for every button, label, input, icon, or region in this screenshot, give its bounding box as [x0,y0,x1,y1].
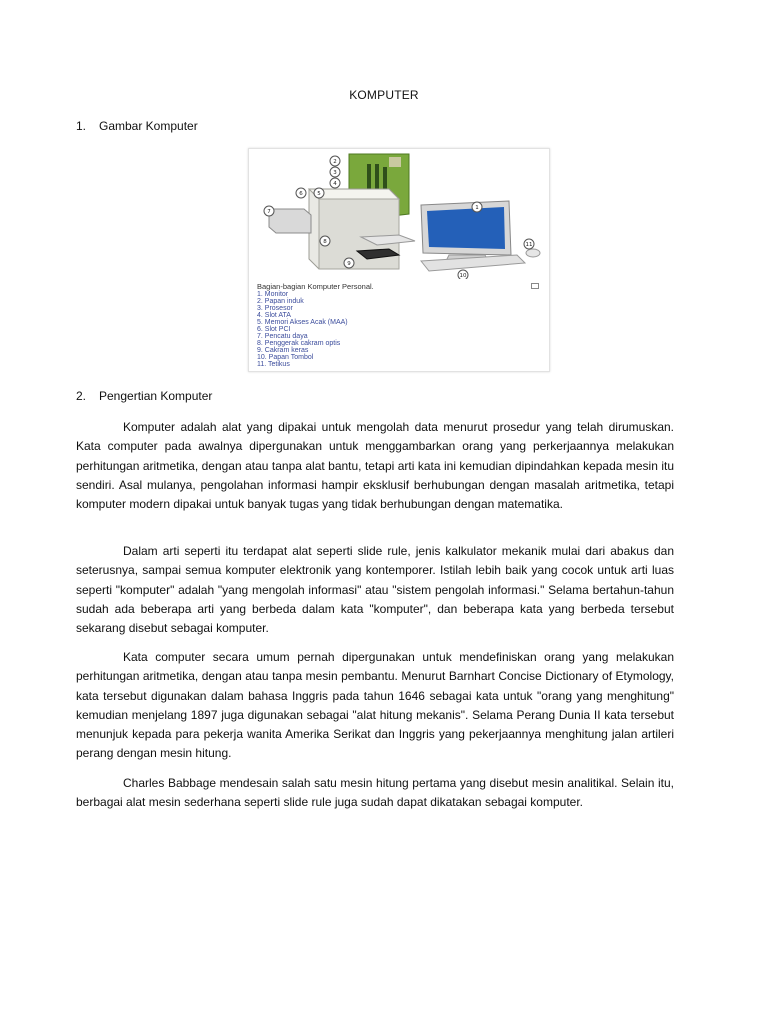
document-title: KOMPUTER [349,88,419,102]
paragraph-text: Charles Babbage mendesain salah satu mesin hitung pertama yang disebut mesin analitikal. Selain itu, berbagai alat mesin sederhana seperti slide rule juga sudah dapat dikatakan sebagai komputer. [76,776,674,810]
callout-3 [330,167,340,177]
svg-text:5: 5 [317,191,321,197]
caption-title: Bagian-bagian Komputer Personal. [257,282,374,291]
caption-item[interactable]: 9. Cakram keras [257,347,309,354]
caption-item[interactable]: 7. Pencatu daya [257,333,308,340]
svg-text:7: 7 [267,209,271,215]
caption-item[interactable]: 3. Prosesor [257,305,293,312]
callout-9 [344,258,354,268]
caption-item[interactable]: 2. Papan induk [257,298,304,305]
svg-text:9: 9 [347,261,351,267]
paragraph-text: Dalam arti seperti itu terdapat alat seperti slide rule, jenis kalkulator mekanik mulai dari abakus dan seterusnya, sampai semua komputer elektronik yang kontemporer. Istilah lebih baik yang cocok untuk arti luas seperti "komputer" adalah "yang mengolah informasi" atau "sistem pengolah informasi." Selama bertahun-tahun sudah ada beberapa arti yang berbeda dalam kata "komputer", dan beberapa kata yang berbeda tersebut sekarang disebut sebagai komputer. [76,544,674,636]
enlarge-icon[interactable] [531,283,539,289]
paragraph-3 [76,648,674,764]
callout-8 [320,236,330,246]
caption-item[interactable]: 1. Monitor [257,291,289,298]
caption-item[interactable]: 8. Penggerak cakram optis [257,340,341,347]
callout-7 [264,206,274,216]
section-title: Gambar Komputer [99,119,198,133]
svg-text:6: 6 [299,191,303,197]
svg-text:11: 11 [525,242,533,248]
caption-item[interactable]: 11. Tetikus [257,361,290,368]
callout-6 [296,188,306,198]
mouse-shape [526,249,540,257]
section-number: 1. [76,119,87,133]
caption-item[interactable]: 6. Slot PCI [257,326,291,333]
svg-text:2: 2 [333,159,337,165]
callout-10 [458,270,468,279]
keyboard-shape [421,255,525,271]
callout-5 [314,188,324,198]
computer-parts-figure [248,148,550,372]
section-heading-pengertian [76,389,212,403]
caption-item[interactable]: 4. Slot ATA [257,312,291,319]
callout-1 [472,202,482,212]
paragraph-text: Kata computer secara umum pernah dipergunakan untuk mendefiniskan orang yang melakukan perhitungan aritmetika, dengan atau tanpa mesin pembantu. Menurut Barnhart Concise Dictionary of Etymology, kata tersebut digunakan dalam bahasa Inggris pada tahun 1646 sebagai kata untuk "orang yang menghitung" kemudian menjelang 1897 juga digunakan sebagai "alat hitung mekanis". Selama Perang Dunia II kata tersebut menunjuk kepada para pekerja wanita Amerika Serikat dan Inggris yang pekerjaannya menghitung jalan artileri perang dengan mesin hitung. [76,650,674,761]
caption-item[interactable]: 10. Papan Tombol [257,354,314,361]
figure-caption [257,283,541,368]
svg-text:10: 10 [459,273,467,279]
paragraph-1 [76,418,674,514]
svg-text:8: 8 [323,239,327,245]
callout-4 [330,178,340,188]
callout-11 [524,239,534,249]
callout-2 [330,156,340,166]
paragraph-text: Komputer adalah alat yang dipakai untuk mengolah data menurut prosedur yang telah dirumuskan. Kata computer pada awalnya dipergunakan untuk menggambarkan orang yang perkerjaannya melakukan perhitungan aritmetika, dengan atau tanpa alat bantu, tetapi arti kata ini kemudian dipindahkan kepada mesin itu sendiri. Asal mulanya, pengolahan informasi hampir eksklusif berhubungan dengan masalah aritmetika, tetapi komputer modern dipakai untuk banyak tugas yang tidak berhubungan dengan matematika. [76,420,674,512]
computer-illustration [249,149,549,279]
svg-text:1: 1 [475,205,479,211]
power-supply-shape [269,209,311,233]
section-heading-gambar [76,119,198,133]
paragraph-4 [76,774,674,813]
svg-text:3: 3 [333,170,337,176]
caption-item[interactable]: 5. Memori Akses Acak (MAA) [257,319,348,326]
section-title: Pengertian Komputer [99,389,213,403]
section-number: 2. [76,389,87,403]
svg-text:4: 4 [333,181,337,187]
paragraph-2 [76,542,674,638]
